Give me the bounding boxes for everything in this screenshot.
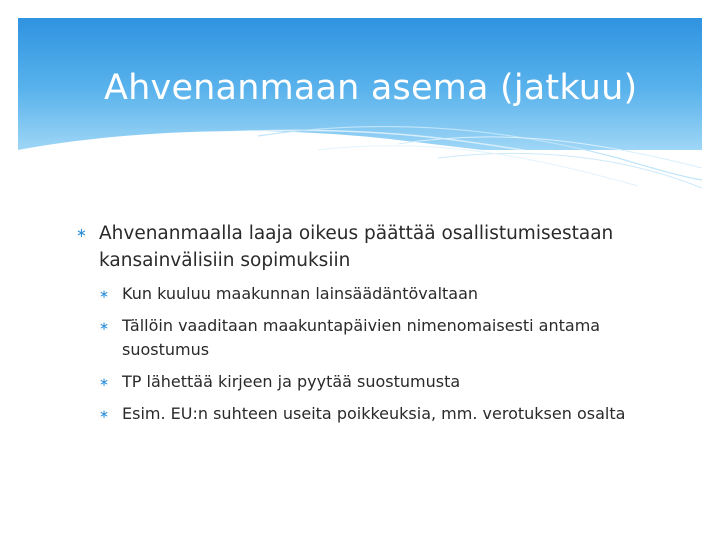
sub-bullet-point: [99, 282, 676, 306]
sub-bullet-point: [99, 314, 676, 362]
sub-bullet-text: Esim. EU:n suhteen useita poikkeuksia, mm. verotuksen osalta: [122, 404, 626, 423]
sub-bullet-point: [99, 402, 676, 426]
banner-wave-graphic: [18, 18, 702, 198]
sub-bullet-point: [99, 370, 676, 394]
sub-bullet-text: Kun kuuluu maakunnan lainsäädäntövaltaan: [122, 284, 479, 303]
slide-title: Ahvenanmaan asema (jatkuu): [104, 68, 638, 108]
asterisk-bullet-icon: ∗: [76, 226, 87, 241]
asterisk-bullet-icon: ∗: [99, 375, 110, 389]
bullet-text: Ahvenanmaalla laaja oikeus päättää osallistumisestaan kansainvälisiin sopimuksiin: [99, 223, 614, 271]
sub-bullet-text: TP lähettää kirjeen ja pyytää suostumusta: [122, 372, 461, 391]
sub-bullet-list: [76, 282, 676, 426]
sub-bullet-text: Tällöin vaaditaan maakuntapäivien nimenomaisesti antama suostumus: [122, 316, 601, 359]
slide-content: [76, 220, 676, 434]
bullet-point: [76, 220, 676, 274]
asterisk-bullet-icon: ∗: [99, 319, 110, 333]
title-banner: [18, 18, 702, 198]
asterisk-bullet-icon: ∗: [99, 407, 110, 421]
asterisk-bullet-icon: ∗: [99, 287, 110, 301]
